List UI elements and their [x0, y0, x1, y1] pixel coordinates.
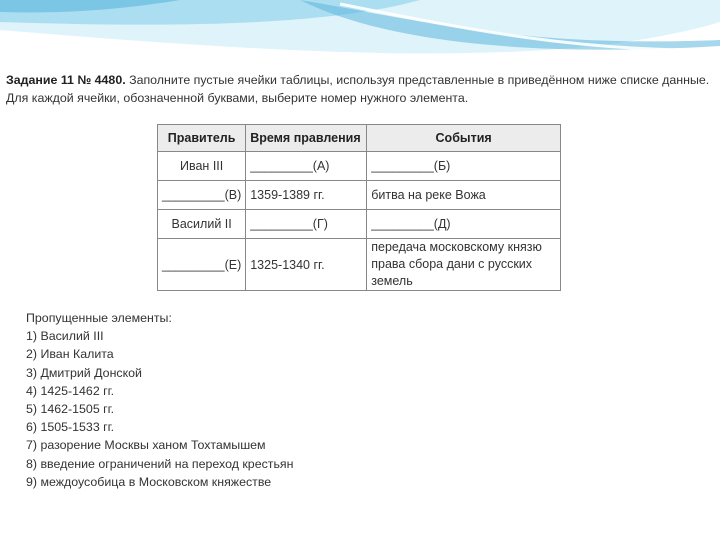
decorative-banner: [0, 0, 720, 70]
header-ruler: Правитель: [158, 125, 246, 152]
cell-reign-time: 1325-1340 гг.: [246, 239, 367, 291]
list-item: 1) Василий III: [26, 329, 104, 344]
cell-ruler: _________(В): [158, 181, 246, 210]
cell-ruler: Иван III: [158, 152, 246, 181]
list-item: 8) введение ограничений на переход крестьян: [26, 456, 294, 471]
cell-ruler: _________(Е): [158, 239, 246, 291]
task-text: Заполните пустые ячейки таблицы, используя представленные в приведённом ниже списке данные. Для каждой ячейки, обозначенной буквами, выберите номер нужного элемента.: [6, 73, 710, 105]
header-reign-time: Время правления: [246, 125, 367, 152]
table-header-row: [158, 125, 561, 152]
list-item: 2) Иван Калита: [26, 347, 114, 362]
cell-events: передача московскому князю права сбора дани с русских земель: [367, 239, 561, 291]
header-events: События: [367, 125, 561, 152]
task-description: [6, 71, 716, 107]
list-item: 7) разорение Москвы ханом Тохтамышем: [26, 438, 266, 453]
cell-events: битва на реке Вожа: [367, 181, 561, 210]
list-item: 3) Дмитрий Донской: [26, 365, 142, 380]
cell-ruler: Василий II: [158, 210, 246, 239]
cell-reign-time: _________(Г): [246, 210, 367, 239]
task-number: Задание 11 № 4480.: [6, 73, 126, 87]
cell-reign-time: _________(А): [246, 152, 367, 181]
rulers-table: [157, 124, 561, 291]
list-item: 6) 1505-1533 гг.: [26, 420, 115, 435]
cell-reign-time: 1359-1389 гг.: [246, 181, 367, 210]
table-row: [158, 210, 561, 239]
cell-events: _________(Д): [367, 210, 561, 239]
table-row: [158, 152, 561, 181]
table-row: [158, 181, 561, 210]
list-title: Пропущенные элементы:: [26, 311, 172, 325]
missing-elements-list: [26, 309, 293, 491]
list-item: 5) 1462-1505 гг.: [26, 402, 115, 417]
table-row: [158, 239, 561, 291]
cell-events: _________(Б): [367, 152, 561, 181]
list-item: 9) междоусобица в Московском княжестве: [26, 474, 272, 489]
list-item: 4) 1425-1462 гг.: [26, 383, 115, 398]
